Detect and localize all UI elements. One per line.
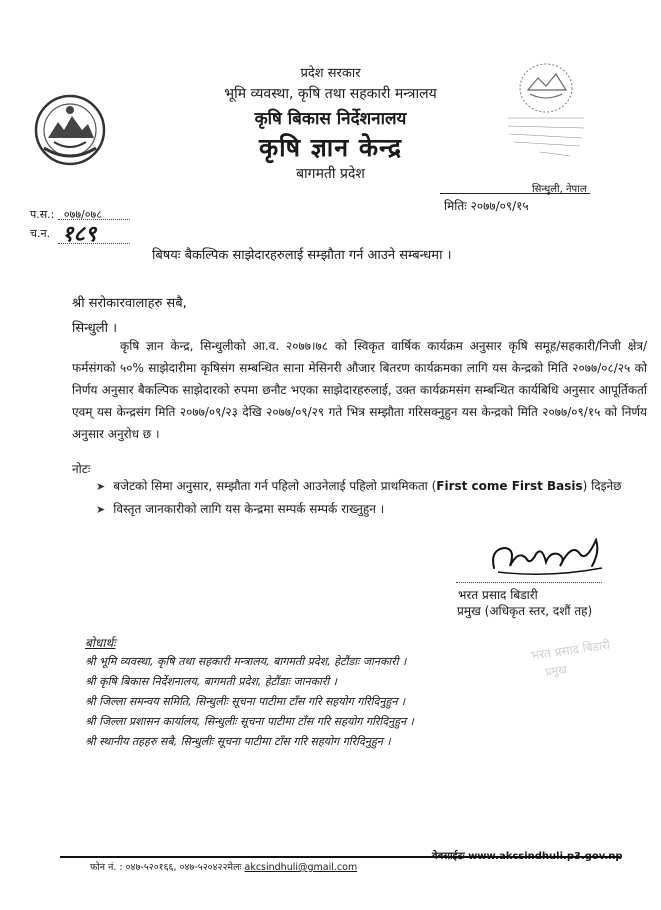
faded-stamp-name: भरत प्रसाद बिडारी <box>529 637 611 663</box>
cc-label: बोधार्थः <box>85 636 116 650</box>
salutation: श्री सरोकारवालाहरु सबै, <box>72 296 187 311</box>
arrow-bullet-icon: ➤ <box>96 480 106 493</box>
note-item-1-prefix: बजेटको सिमा अनुसार, सम्झौता गर्न पहिलो आउनेलाई पहिलो प्राथमिकता ( <box>113 479 437 493</box>
letterhead-govt: प्रदेश सरकार <box>300 66 361 81</box>
office-seal-icon <box>500 58 592 162</box>
recipient-place: सिन्धुली । <box>72 321 117 336</box>
letterhead-directorate: कृषि बिकास निर्देशनालय <box>254 109 407 129</box>
footer-contact <box>90 860 357 873</box>
note-item-2-text: विस्तृत जानकारीको लागि यस केन्द्रमा सम्पर्क सम्पर्क राख्नुहुन । <box>113 502 385 516</box>
signature-image <box>488 532 608 582</box>
ps-label: प.स.: <box>30 208 55 221</box>
note-item-1-bold: First come First Basis <box>436 479 583 493</box>
note-item-2 <box>96 500 384 517</box>
cn-value: १८९ <box>62 221 97 247</box>
letterhead-office: कृषि ज्ञान केन्द्र <box>258 133 403 162</box>
letterhead-province: बागमती प्रदेश <box>296 166 365 182</box>
signatory-title: प्रमुख (अधिकृत स्तर, दशौं तह) <box>457 604 593 618</box>
cc-item: श्री भूमि व्यवस्था, कृषि तथा सहकारी मन्त्रालय, बागमती प्रदेश, हेटौंडाः जानकारी । <box>85 655 407 668</box>
cc-item: श्री जिल्ला प्रशासन कार्यालय, सिन्धुलीः सूचना पाटीमा टाँस गरि सहयोग गरिदिनुहुन । <box>85 715 414 728</box>
cn-label: च.न. <box>30 227 51 240</box>
signature-line <box>456 582 602 583</box>
letterhead-ministry: भूमि व्यवस्था, कृषि तथा सहकारी मन्त्रालय <box>224 86 437 102</box>
ps-value: ०७७/०७८ <box>63 208 102 221</box>
date-value: २०७७/०९/१५ <box>470 199 529 213</box>
nepal-emblem-icon <box>32 92 108 168</box>
body-paragraph: कृषि ज्ञान केन्द्र, सिन्धुलीको आ.व. २०७७।७८ को स्विकृत वार्षिक कार्यक्रम अनुसार कृषि समूह/सहकारी/निजी क्षेत्र/फर्मसंगको ५०% साझेदारीमा कृषिसंग सम्बन्धित साना मेसिनरी औजार बितरण कार्यक्रमका लागि यस केन्द्रको मिति २०७७/०८/२५ को निर्णय अनुसार बैकल्पिक साझेदारको रुपमा छनौट भएका साझेदारहरुलाई, उक्त कार्यक्रमसंग सम्बन्धित कार्यबिधि अनुसार आपूर्तिकर्ता एवम् यस केन्द्रसंग मिति २०७७/०९/२३ देखि २०७७/०९/२९ गते भित्र सम्झौता गरिसक्नुहुन यस केन्द्रको मिति २०७७/०९/१५ को निर्णय अनुसार अनुरोध छ । <box>72 339 647 441</box>
footer-rule <box>60 856 620 858</box>
note-label: नोटः <box>72 462 91 476</box>
date-row <box>440 193 590 214</box>
cc-item: श्री जिल्ला समन्वय समिति, सिन्धुलीः सूचना पाटीमा टाँस गरि सहयोग गरिदिनुहुन । <box>85 695 406 708</box>
faded-stamp <box>522 633 639 703</box>
subject-line: बिषयः बैकल्पिक साझेदारहरुलाई सम्झौता गर्न आउने सम्बन्धमा । <box>152 248 452 263</box>
note-item-1 <box>96 477 622 494</box>
cc-item: श्री स्थानीय तहहरु सबै, सिन्धुलीः सूचना पाटीमा टाँस गरि सहयोग गरिदिनुहुन । <box>85 735 391 748</box>
footer-phone: फोन नं. : ०४७-५२०१६६, ०४७-५२०४२२मेलः <box>90 862 242 873</box>
signatory-name: भरत प्रसाद बिडारी <box>458 588 538 602</box>
location: सिन्धुली, नेपाल <box>532 184 587 195</box>
cn-underline <box>58 243 130 244</box>
footer-email: akcsindhuli@gmail.com <box>244 862 358 873</box>
cc-item: श्री कृषि बिकास निर्देशनालय, बागमती प्रदेश, हेटौंडाः जानकारी । <box>85 675 337 688</box>
footer-website: वेबसाईटः www.akcsindhuli.p3.gov.np <box>432 851 623 862</box>
note-item-1-suffix: ) दिइनेछ <box>582 479 622 493</box>
faded-stamp-title: प्रमुख <box>544 662 568 679</box>
arrow-bullet-icon: ➤ <box>96 503 106 516</box>
date-label: मितिः <box>444 199 467 213</box>
